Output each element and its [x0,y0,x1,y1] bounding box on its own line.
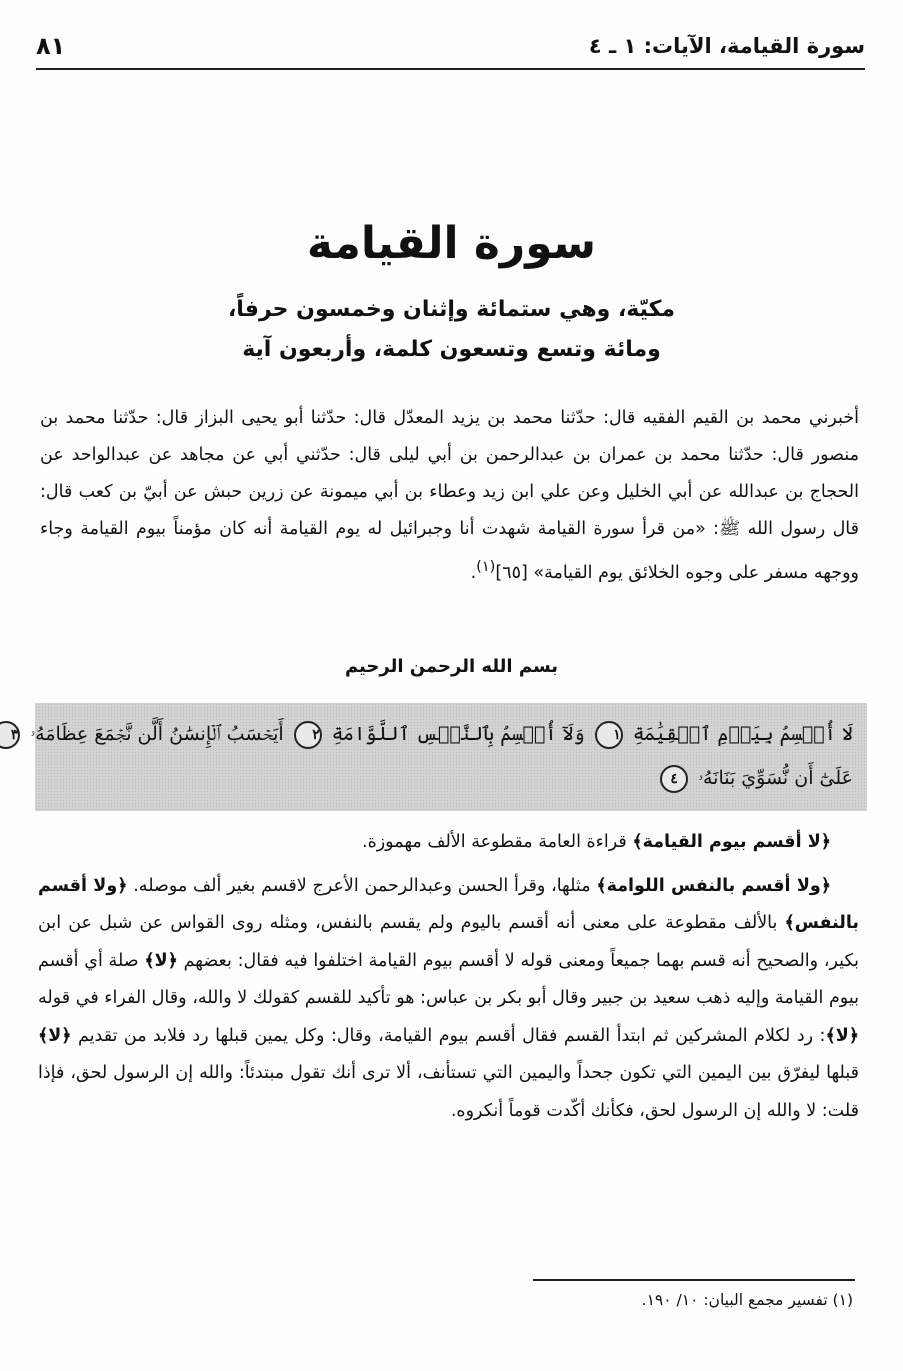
quoted-verse: ﴿لا﴾ [825,1025,859,1046]
ayah-2: وَلَآ أُقۡسِمُ بِٱلنَّفۡسِ ٱللَّوَّامَةِ [331,723,585,745]
header-title: سورة القيامة، الآيات: ١ ـ ٤ [588,34,865,58]
footnote: (١) تفسير مجمع البيان: ١٠/ ١٩٠. [641,1291,853,1309]
basmala: بسم الله الرحمن الرحيم [344,656,559,677]
ayah-marker-2: ٢ [294,721,322,749]
surah-subtitle-line1: مكيّة، وهي ستمائة وإثنان وخمسون حرفاً، [227,297,676,322]
quoted-verse: ﴿ولا أقسم بالنفس اللوامة﴾ [596,875,831,896]
quoted-verse: ﴿لا﴾ [38,1025,72,1046]
quoted-verse: ﴿لا﴾ [144,950,178,971]
isnad-end: . [470,562,477,583]
footnote-divider [533,1279,855,1281]
running-header [36,30,865,70]
ayah-marker-3: ٣ [0,721,20,749]
quran-line-1 [10,721,853,749]
commentary-text: قبلها ليفرّق بين اليمين التي تكون جحداً واليمين التي تستأنف، ألا ترى أنك تقول مبتدئاً: والله إن الرسول لحق، فإذا قلت: لا والله إن الرسول لحق، فكأنك أكّدت قوماً أنكروه. [38,1063,859,1121]
isnad-text: أخبرني محمد بن القيم الفقيه قال: حدّثنا محمد بن يزيد المعدّل قال: حدّثنا أبو يحيى البزاز قال: حدّثنا محمد بن منصور قال: حدّثنا محمد بن عمران بن عبدالرحمن بن أبي ليلى قال: حدّثني أبي عن مجاهد عن عبدالواحد عن الحجاج بن عبدالله عن أبي الخليل وعن علي ابن زيد وعطاء بن أبي ميمونة عن زرين حبش عن أبيّ بن كعب قال: قال رسول الله ﷺ: «من قرأ سورة القيامة شهدت أنا وجبرائيل له يوم القيامة أنه كان مؤمناً بيوم القيامة وجاء ووجهه مسفر على وجوه الخلائق يوم القيامة» [٦٥] [40,408,859,583]
surah-subtitle-line2: ومائة وتسع وتسعون كلمة، وأربعون آية [242,337,661,362]
surah-title: سورة القيامة [306,218,597,269]
ayah-3: أَيَحۡسَبُ ٱلۡإِنسَٰنُ أَلَّن نَّجۡمَعَ عِظَامَهُۥ [30,723,284,745]
quoted-verse: ﴿لا أقسم بيوم القيامة﴾ [632,832,831,852]
commentary-text: صلة أي أقسم بيوم القيامة وإليه ذهب سعيد بن جبير وقال أبو بكر بن عباس: هو تأكيد للقسم كقولك لا والله، وقال الفراء في قوله [38,950,859,1008]
ayah-marker-1: ١ [595,721,623,749]
commentary-text: مثلها، وقرأ الحسن وعبدالرحمن الأعرج لاقسم بغير ألف موصله. [127,875,597,896]
ayah-4-end: عَلَىٰٓ أَن نُّسَوِّيَ بَنَانَهُۥ [698,767,853,789]
footnote-reference: (١) [476,558,496,575]
page-number: ٨١ [36,32,66,60]
commentary-text: قراءة العامة مقطوعة الألف مهموزة. [362,832,633,852]
commentary-text: : رد لكلام المشركين ثم ابتدأ القسم فقال أقسم بيوم القيامة، وقال: وكل يمين قبلها رد فلابد من تقديم [71,1025,826,1046]
commentary-text: بالألف مقطوعة على معنى أنه أقسم باليوم ولم يقسم بالنفس، ومثله روى القواس عن شبل عن ابن بكير، والصحيح أنه قسم بهما جميعاً ومعنى قوله لا أقسم بيوم القيامة اختلفوا فيه فقال: بعضهم [38,913,859,971]
commentary [38,824,859,1136]
ayah-1: لَا أُقۡسِمُ بِيَوۡمِ ٱلۡقِيَٰمَةِ [632,723,853,745]
quoted-verse: ﴿ولا أقسم بالنفس﴾ [38,875,859,933]
ayah-marker-4: ٤ [660,765,688,793]
quran-verses-box [10,703,867,811]
quran-line-2 [656,765,853,793]
commentary-paragraph-1 [38,824,859,862]
isnad-paragraph [40,400,859,592]
commentary-paragraph-2 [38,868,859,1131]
